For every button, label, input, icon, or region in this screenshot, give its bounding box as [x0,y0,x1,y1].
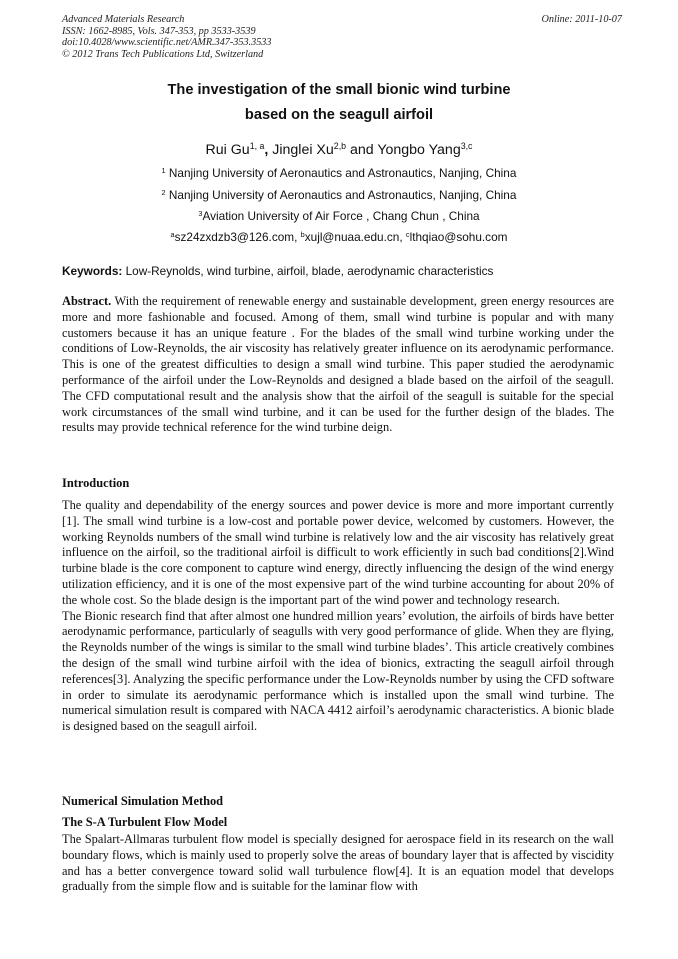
issn-line: ISSN: 1662-8985, Vols. 347-353, pp 3533-3539 [62,25,256,37]
email-a: sz24zxdzb3@126.com, [174,230,301,244]
doi-line: doi:10.4028/www.scientific.net/AMR.347-353.3533 [62,37,272,49]
author-1: Rui Gu [205,142,250,158]
paper-title-line-2: based on the seagull airfoil [244,107,434,123]
affiliation-3-text: Aviation University of Air Force , Chang Chun , China [202,209,480,223]
email-b: xujl@nuaa.edu.cn, [304,230,406,244]
author-3-affil: 3,c [460,141,473,152]
sa-model-subheading: The S-A Turbulent Flow Model [62,815,228,829]
copyright-line: © 2012 Trans Tech Publications Ltd, Switzerland [62,48,264,60]
numerical-body [62,832,614,895]
author-2: Jinglei Xu [268,142,334,158]
abstract-paragraph [62,294,614,436]
introduction-body [62,498,614,735]
keywords [62,264,622,278]
numerical-method-heading: Numerical Simulation Method [62,794,224,808]
email-a-mark: a [170,229,175,239]
email-c-mark: c [405,229,410,239]
email-c: lthqiao@sohu.com [409,230,508,244]
author-3: and Yongbo Yang [346,142,461,158]
affiliation-3-mark: 3 [198,208,203,218]
introduction-paragraph-2: The Bionic research find that after almost one hundred million years’ evolution, the airfoils of birds have better aerodynamic performance, particularly of seagulls with very good performance of glide. When they are flying, the Reynolds number of the wings is similar to the small wind turbine blades’. This article creatively combines the design of the small wind turbine airfoil with the idea of bionics, extracting the seagull airfoil through references[3]. Analyzing the specific performance under the Low-Reynolds number by using the CFD software in order to simulate its aerodynamic performance which is installed upon the small wind turbine. The numerical simulation result is compared with NACA 4412 airfoil’s aerodynamic characteristics. A bionic blade is designed based on the seagull airfoil. [62,608,614,734]
abstract-text: With the requirement of renewable energy and sustainable development, green energy resources are more and more fashionable and focused. Among of them, small wind turbine is popular and with many customers because it has an unique feature . For the blades of the small wind turbine working under the conditions of Low-Reynolds, the air viscosity has relatively greater influence on its aerodynamic performance. This is one of the greatest difficulties to design a small wind turbine. This paper studied the aerodynamic performance of the airfoil under the Low-Reynolds and designed a blade based on the airfoil of the seagull. The CFD computational result and the analysis show that the airfoil of the seagull is suitable for the special work circumstances of the small wind turbine, and it can be used for the further design of the blades. The results may provide technical reference for the wind turbine deign. [62,294,614,435]
numerical-paragraph-1: The Spalart-Allmaras turbulent flow model is specially designed for aerospace field in its research on the wall boundary flows, which is mainly used to properly solve the areas of boundary layer that is affected by viscidity and has a better convergence toward solid wall turbulence flow[4]. It is an equation model that develops gradually from the simple flow and is suitable for the laminar flow with [62,832,614,894]
affiliation-1-mark: 1 [161,165,166,175]
affiliation-1-text: Nanjing University of Aeronautics and Astronautics, Nanjing, China [165,166,517,180]
affiliation-2-text: Nanjing University of Aeronautics and Astronautics, Nanjing, China [165,188,517,202]
introduction-heading: Introduction [62,476,130,490]
journal-name: Advanced Materials Research [62,14,185,25]
abstract [62,294,614,436]
affiliation-3 [0,209,678,223]
online-date: Online: 2011-10-07 [541,14,622,25]
journal-header [62,14,622,60]
author-1-affil: 1, a [249,141,265,152]
author-separator: , [264,142,269,158]
paper-title-line-1: The investigation of the small bionic wind turbine [167,82,511,98]
author-list [0,142,678,158]
keywords-label: Keywords: [62,264,123,278]
keywords-text: Low-Reynolds, wind turbine, airfoil, blade, aerodynamic characteristics [122,264,494,278]
introduction-paragraph-1: The quality and dependability of the energy sources and power device is more and more important currently [1]. The small wind turbine is a low-cost and portable power device, welcomed by customers. However, the working Reynolds numbers of the small wind turbine is relatively low and the air viscosity has relatively great influence on the airfoil, so the traditional airfoil is difficult to work efficiently in such bad conditions[2].Wind turbine blade is the core component to capture wind energy, directly influencing the design of the wind energy utilization efficiency, and it is one of the most expensive part of the wind turbine accounting for about 20% of the whole cost. So the blade design is the important part of the wind power and technology research. [62,498,614,607]
author-2-affil: 2,b [333,141,347,152]
author-emails [0,230,678,244]
abstract-label: Abstract. [62,294,112,308]
affiliation-1 [0,166,678,180]
affiliation-2-mark: 2 [161,187,166,197]
affiliation-2 [0,188,678,202]
email-b-mark: b [300,229,305,239]
